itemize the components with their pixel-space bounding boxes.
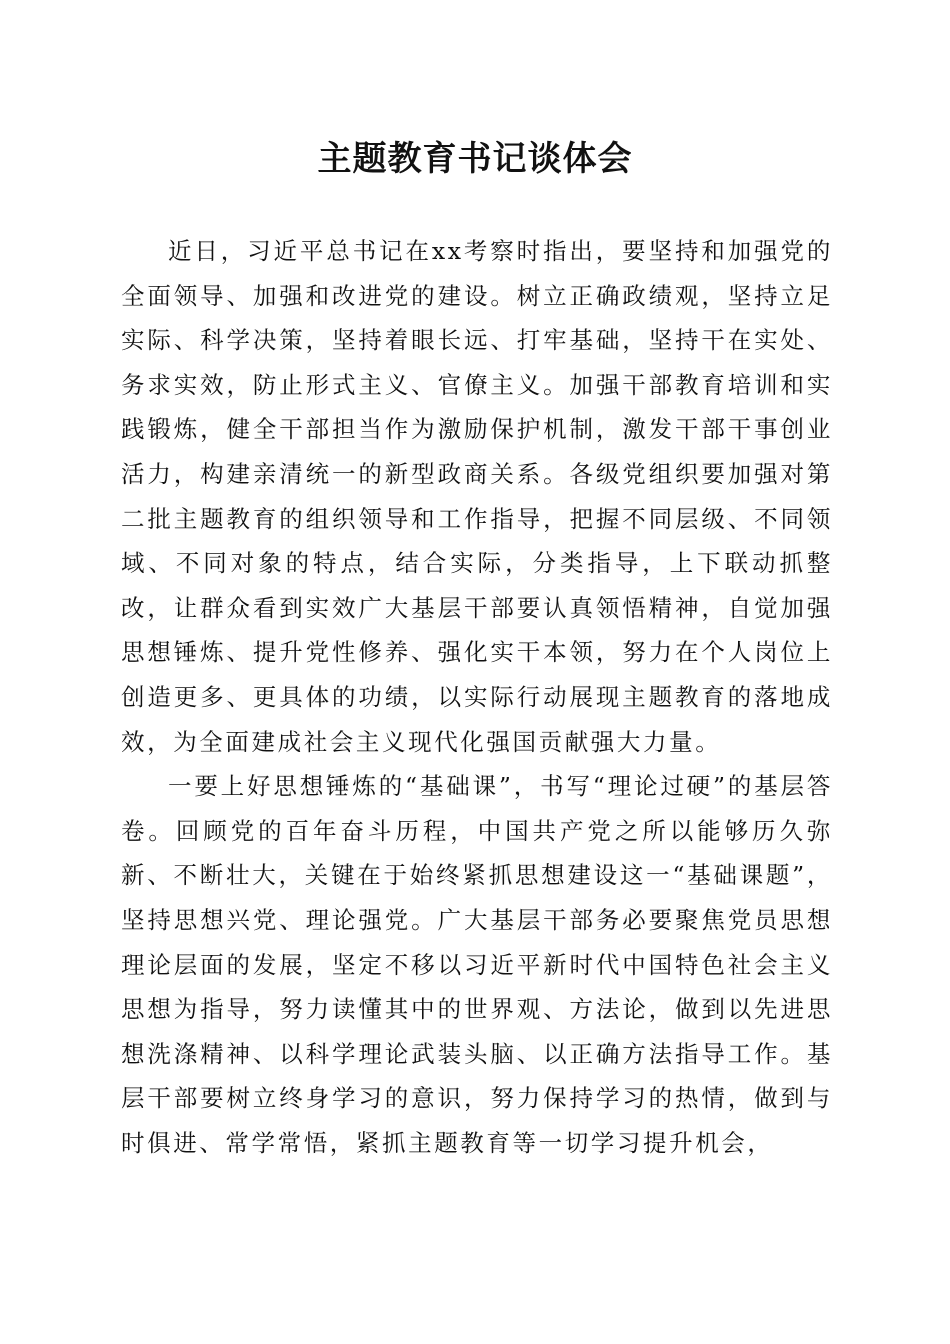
paragraph-2: 一要上好思想锤炼的“基础课”，书写“理论过硬”的基层答卷。回顾党的百年奋斗历程，中国共产党之所以能够历久弥新、不断壮大，关键在于始终紧抓思想建设这一“基础课题”，坚持思想兴党、理论强党。广大基层干部务必要聚焦党员思想理论层面的发展，坚定不移以习近平新时代中国特色社会主义思想为指导，努力读懂其中的世界观、方法论，做到以先进思想洗涤精神、以科学理论武装头脑、以正确方法指导工作。基层干部要树立终身学习的意识，努力保持学习的热情，做到与时俱进、常学常悟，紧抓主题教育等一切学习提升机会， xyxy=(121,772,833,1157)
document-body xyxy=(121,229,833,1165)
document-title: 主题教育书记谈体会 xyxy=(317,139,633,179)
paragraph-1: 近日，习近平总书记在xx考察时指出，要坚持和加强党的全面领导、加强和改进党的建设。树立正确政绩观，坚持立足实际、科学决策，坚持着眼长远、打牢基础，坚持干在实处、务求实效，防止形式主义、官僚主义。加强干部教育培训和实践锻炼，健全干部担当作为激励保护机制，激发干部干事创业活力，构建亲清统一的新型政商关系。各级党组织要加强对第二批主题教育的组织领导和工作指导，把握不同层级、不同领域、不同对象的特点，结合实际，分类指导，上下联动抓整改，让群众看到实效广大基层干部要认真领悟精神，自觉加强思想锤炼、提升党性修养、强化实干本领，努力在个人岗位上创造更多、更具体的功绩，以实际行动展现主题教育的落地成效，为全面建成社会主义现代化强国贡献强大力量。 xyxy=(121,237,833,756)
